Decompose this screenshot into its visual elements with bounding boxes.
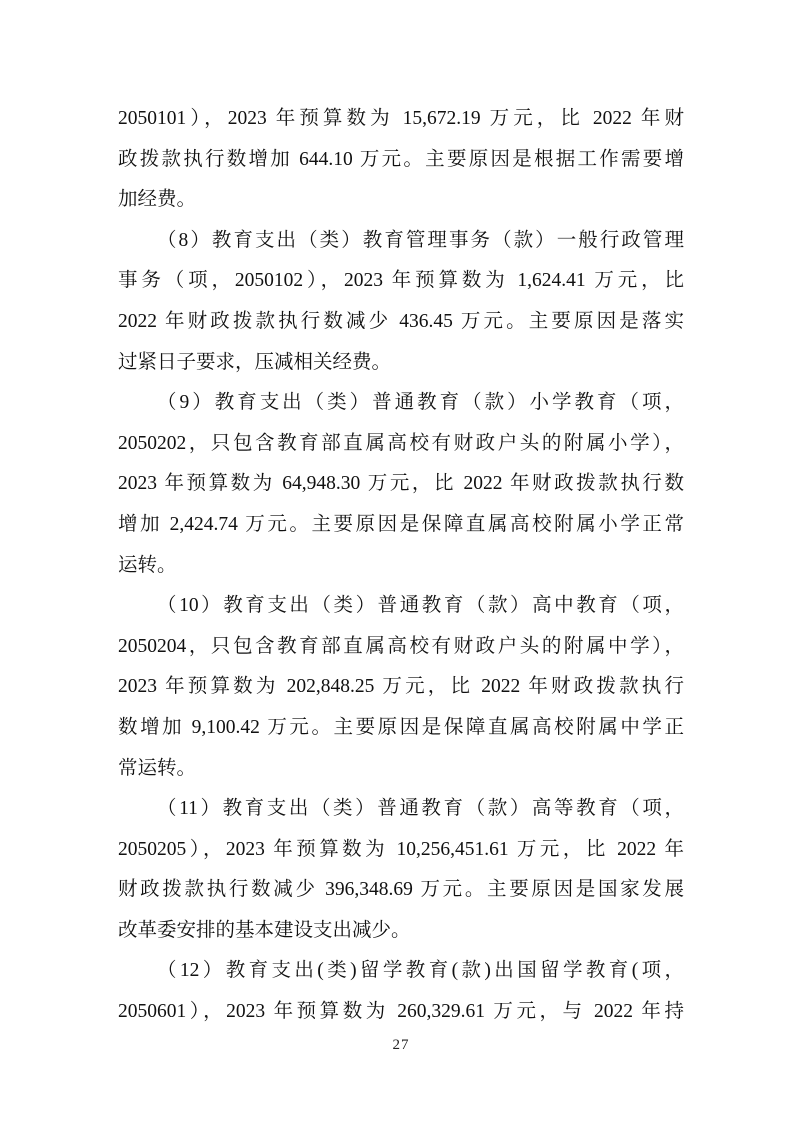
- text-line: （11）教育支出（类）普通教育（款）高等教育（项，: [157, 798, 684, 820]
- text-line: 2050601），2023 年预算数为 260,329.61 万元，与 2022 年持: [118, 1001, 684, 1023]
- text-line: 2050205），2023 年预算数为 10,256,451.61 万元，比 2022 年: [118, 838, 684, 860]
- text-line: 常运转。: [118, 757, 197, 779]
- text-line: 2050101），2023 年预算数为 15,672.19 万元，比 2022 年财: [118, 108, 684, 129]
- text-line: （8）教育支出（类）教育管理事务（款）一般行政管理: [157, 229, 684, 251]
- text-line: （9）教育支出（类）普通教育（款）小学教育（项，: [157, 392, 684, 414]
- text-line: 数增加 9,100.42 万元。主要原因是保障直属高校附属中学正: [118, 716, 684, 738]
- text-line: 改革委安排的基本建设支出减少。: [118, 919, 411, 941]
- text-line: 2022 年财政拨款执行数减少 436.45 万元。主要原因是落实: [118, 310, 684, 332]
- text-line: 2050202，只包含教育部直属高校有财政户头的附属小学），: [118, 432, 684, 454]
- text-line: 增加 2,424.74 万元。主要原因是保障直属高校附属小学正常: [118, 513, 684, 535]
- text-line: 2050204，只包含教育部直属高校有财政户头的附属中学），: [118, 635, 684, 657]
- text-line: 加经费。: [118, 189, 197, 211]
- text-line: 政拨款执行数增加 644.10 万元。主要原因是根据工作需要增: [118, 148, 684, 170]
- text-line: 过紧日子要求，压减相关经费。: [118, 351, 392, 373]
- text-line: 2023 年预算数为 64,948.30 万元，比 2022 年财政拨款执行数: [118, 473, 684, 495]
- text-line: 财政拨款执行数减少 396,348.69 万元。主要原因是国家发展: [118, 879, 684, 901]
- text-line: （12）教育支出(类)留学教育(款)出国留学教育(项，: [157, 960, 684, 982]
- text-line: 运转。: [118, 554, 177, 576]
- text-line: 事务（项，2050102），2023 年预算数为 1,624.41 万元，比: [118, 270, 684, 292]
- text-line: （10）教育支出（类）普通教育（款）高中教育（项，: [157, 595, 684, 617]
- page-number: 27: [392, 1036, 410, 1053]
- document-body: [118, 0, 684, 1033]
- page-footer: [118, 1035, 684, 1055]
- text-line: 2023 年预算数为 202,848.25 万元，比 2022 年财政拨款执行: [118, 676, 684, 698]
